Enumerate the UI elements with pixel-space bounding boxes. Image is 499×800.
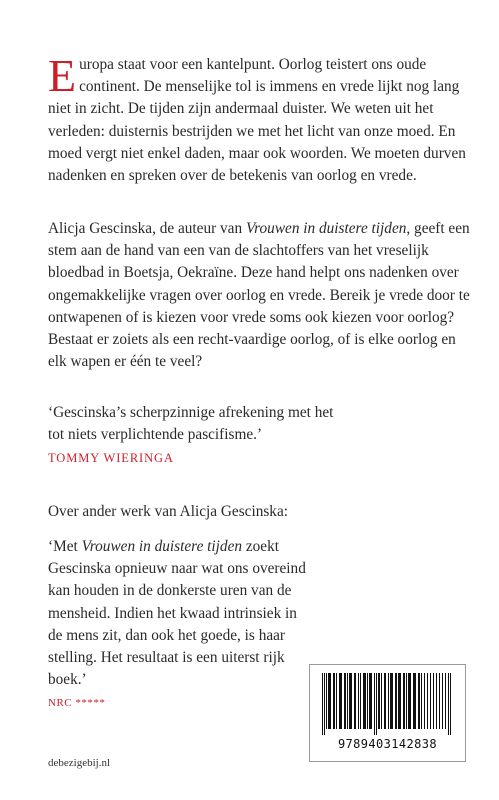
barcode-bar	[360, 673, 361, 729]
barcode-bar	[322, 673, 323, 735]
review-quote-2-rest: zoekt Gescinska opnieuw naar wat ons overeind kan houden in de donkerste uren van de mensheid. Indien het kwaad intrinsiek in de mens zit, dan ook het goede, is haar stelling. Het resultaat is een uiterst rijk boek.’	[48, 538, 306, 689]
barcode-bar	[326, 673, 327, 729]
review-quote-2	[48, 536, 308, 715]
barcode-bar	[344, 673, 346, 729]
barcode-bar	[439, 673, 440, 729]
barcode-bar	[450, 673, 451, 735]
barcode-bar	[421, 673, 422, 729]
barcode-bar	[349, 673, 352, 729]
barcode-bar	[430, 673, 431, 729]
review-quote-2-open: ‘Met	[48, 538, 82, 555]
description-text-before: Alicja Gescinska, de auteur van	[48, 220, 246, 237]
barcode-bar	[403, 673, 405, 729]
barcode-bar	[328, 673, 331, 729]
barcode-bar	[358, 673, 359, 729]
barcode-bar	[374, 673, 375, 735]
barcode-bar	[390, 673, 393, 729]
review-quote-1-attribution: TOMMY WIERINGA	[48, 451, 174, 466]
barcode-bar	[442, 673, 443, 729]
isbn-barcode	[309, 664, 466, 762]
barcode-bar	[413, 673, 416, 729]
barcode-bar	[427, 673, 428, 729]
barcode-bar	[384, 673, 386, 729]
barcode-bar	[398, 673, 401, 729]
barcode-bar	[388, 673, 389, 729]
barcode-bar	[367, 673, 368, 729]
other-work-label: Over ander werk van Alicja Gescinska:	[48, 503, 288, 520]
barcode-bar	[381, 673, 382, 729]
barcode-bar	[354, 673, 356, 729]
review-quote-2-attribution: NRC *****	[48, 697, 106, 710]
barcode-bar	[369, 673, 372, 729]
barcode-bar	[363, 673, 366, 729]
barcode-bar	[333, 673, 335, 729]
barcode-bar	[336, 673, 337, 729]
barcode-bar	[347, 673, 348, 729]
review-quote-1-text: ‘Gescinska’s scherpzinnige afrekening met het tot niets verplichtende pascifisme.’	[48, 404, 334, 444]
isbn-number: 9789403142838	[337, 737, 438, 751]
barcode-bar	[433, 673, 434, 729]
intro-paragraph	[48, 50, 468, 187]
barcode-bar	[339, 673, 342, 729]
barcode-bar	[418, 673, 420, 729]
barcode-bar	[376, 673, 377, 735]
review-quote-1	[48, 402, 348, 470]
barcode-bar	[448, 673, 449, 735]
description-text-after: , geeft een stem aan de hand van een van de slachtoffers van het vreselijk bloedbad in Boetsja, Oekraïne. Deze hand helpt ons nadenken over ongemakkelijke vragen over oorlog en vrede. Bereik je vrede door te ontwapenen of is kiezen voor vrede soms ook kiezen voor oorlog? Bestaat er zoiets als een recht-vaardige oorlog, of is elke oorlog en elk wapen er één te veel?	[48, 220, 470, 371]
book-title-italic: Vrouwen in duistere tijden	[245, 220, 407, 237]
intro-text: uropa staat voor een kantelpunt. Oorlog teistert ons oude continent. De menselijke tol is immens en vrede lijkt nog lang niet in zicht. De tijden zijn andermaal duister. We weten uit het verleden: duisternis bestrijden we met het licht van onze moed. En moed vergt niet enkel daden, maar ook woorden. We moeten durven nadenken en spreken over de betekenis van oorlog en vrede.	[48, 56, 466, 185]
barcode-bars	[320, 673, 455, 735]
review-quote-2-title: Vrouwen in duistere tijden	[81, 538, 243, 555]
barcode-bar	[324, 673, 325, 735]
barcode-bar	[408, 673, 411, 729]
barcode-bar	[436, 673, 437, 729]
publisher-website: debezigebij.nl	[48, 757, 111, 769]
barcode-bar	[424, 673, 425, 729]
description-paragraph	[48, 218, 473, 373]
barcode-bar	[406, 673, 407, 729]
barcode-bar	[395, 673, 397, 729]
barcode-bar	[445, 673, 446, 729]
drop-cap: E	[48, 50, 77, 101]
barcode-bar	[378, 673, 380, 729]
